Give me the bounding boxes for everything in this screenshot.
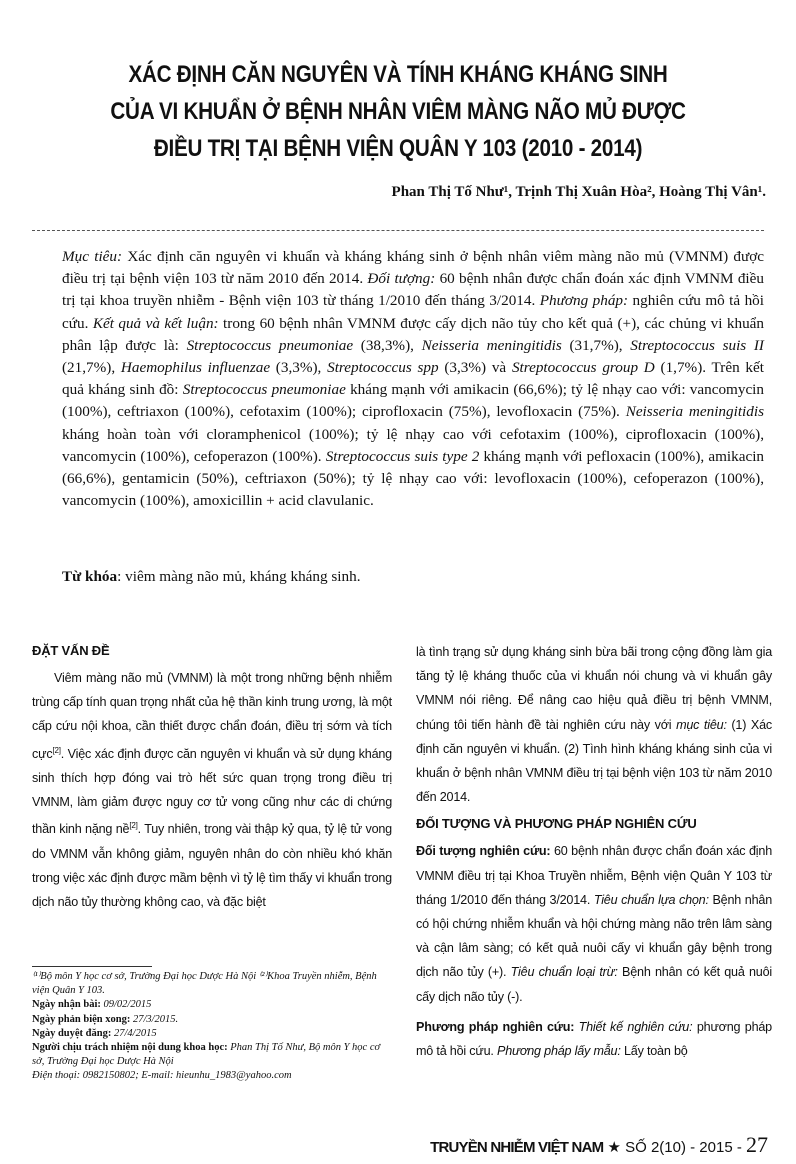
introduction-paragraph: [32, 666, 392, 914]
text-segment: 09/02/2015: [103, 999, 152, 1011]
section-heading-introduction: ĐẶT VẤN ĐỀ: [32, 643, 110, 658]
text-segment: Streptococcus pneumoniae: [182, 381, 346, 399]
text-segment: (38,3%),: [353, 336, 422, 354]
text-segment: Streptococcus suis II: [630, 336, 764, 354]
footnote: [32, 998, 392, 1012]
keywords-text: : viêm màng não mủ, kháng kháng sinh.: [117, 568, 361, 585]
divider: [32, 230, 764, 231]
star-icon: ★: [607, 1139, 621, 1156]
text-segment: Phương pháp nghiên cứu:: [416, 1019, 575, 1034]
text-segment: phương pháp mô tả hồi cứu.: [416, 1019, 772, 1059]
section-heading-methods: ĐỐI TƯỢNG VÀ PHƯƠNG PHÁP NGHIÊN CỨU: [416, 816, 697, 832]
text-segment: Neisseria meningitidis: [421, 336, 562, 354]
text-segment: trong 60 bệnh nhân VMNM được cấy dịch não tủy cho kết quả (+), các chủng vi khuẩn phân lập được là:: [62, 314, 765, 354]
text-segment: Streptococcus suis type 2: [325, 447, 480, 465]
text-segment: Neisseria meningitidis: [625, 403, 764, 421]
text-segment: Lấy toàn bộ: [620, 1044, 688, 1059]
text-segment: Streptococcus pneumoniae: [186, 336, 354, 354]
text-segment: Tiêu chuẩn lựa chọn:: [593, 892, 709, 907]
text-segment: Người chịu trách nhiệm nội dung khoa học:: [32, 1042, 231, 1054]
footnote: [32, 1027, 392, 1041]
footnote: [32, 1013, 392, 1027]
title-line: ĐIỀU TRỊ TẠI BỆNH VIỆN QUÂN Y 103 (2010 - 2014): [153, 135, 643, 162]
methods-paragraph: [416, 1015, 772, 1063]
text-segment: ⁽¹⁾Bộ môn Y học cơ sở, Trường Đại học Dược Hà Nội ⁽²⁾Khoa Truyền nhiễm, Bệnh viện Quân Y 103.: [32, 971, 377, 997]
text-segment: Thiết kế nghiên cứu:: [578, 1019, 693, 1034]
text-segment: (3,3%) và: [438, 359, 512, 377]
title-line: CỦA VI KHUẨN Ở BỆNH NHÂN VIÊM MÀNG NÃO MỦ ĐƯỢC: [110, 98, 686, 125]
text-segment: 60 bệnh nhân được chẩn đoán xác định VMNM điều trị tại Khoa Truyền nhiễm, Bệnh viện Quân Y 103 từ tháng 1/2010 đến tháng 3/2014.: [416, 844, 772, 907]
page-footer: [430, 1132, 768, 1158]
text-segment: (3,3%),: [270, 359, 328, 377]
text-segment: [2]: [52, 745, 61, 755]
text-segment: mục tiêu:: [676, 717, 727, 732]
text-segment: (1) Xác định căn nguyên vi khuẩn. (2) Tình hình kháng kháng sinh của vi khuẩn ở bệnh nhân VMNM điều trị tại bệnh viện 103 từ năm 2010 đến 2014.: [416, 717, 773, 805]
text-segment: Tiêu chuẩn loại trừ:: [510, 965, 618, 980]
article-title: [90, 56, 706, 167]
page-number: 27: [746, 1132, 768, 1157]
text-segment: . Tuy nhiên, trong vài thập kỷ qua, tỷ lệ tử vong do VMNM vẫn không giảm, nguyên nhân do còn nhiều khó khăn trong việc xác định được mầm bệnh vì tỷ lệ tìm thấy vi khuẩn trong dịch não tủy thường không cao, và đặc biệt: [32, 822, 392, 910]
text-segment: . Việc xác định được căn nguyên vi khuẩn và sử dụng kháng sinh thích hợp đóng vai trò hết sức quan trọng trong điều trị VMNM, làm giảm được nguy cơ tử vong cũng như các di chứng thần kinh nặng nề: [32, 746, 392, 837]
abstract: [62, 246, 764, 512]
text-segment: là tình trạng sử dụng kháng sinh bừa bãi trong cộng đồng làm gia tăng tỷ lệ kháng thuốc của vi khuẩn nói chung và vi khuẩn gây VMNM nói riêng. Để nâng cao hiệu quả điều trị bệnh VMNM, chúng tôi tiến hành đề tài nghiên cứu này với: [416, 645, 772, 732]
text-segment: Streptococcus group D: [511, 359, 655, 377]
footnote: [32, 970, 392, 998]
text-segment: kháng mạnh với amikacin (66,6%); tỷ lệ nhạy cao với: vancomycin (100%), ceftriaxon (100%), cefotaxim (100%); ciprofloxacin (75%), levofloxacin (75%).: [62, 381, 764, 421]
text-segment: kháng hoàn toàn với cloramphenicol (100%); tỷ lệ nhạy cao với cefotaxim (100%), ciprofloxacin (100%), vancomycin (100%), cefoperazon (100%).: [62, 425, 764, 465]
text-segment: Bệnh nhân có kết quả nuôi cấy dịch não tủy (-).: [416, 965, 772, 1004]
footnote-separator: [32, 966, 152, 967]
text-segment: (31,7%),: [561, 336, 631, 354]
text-segment: Viêm màng não mủ (VMNM) là một trong những bệnh nhiễm trùng cấp tính quan trọng nhất của hệ thần kinh trung ương, là một cấp cứu nội khoa, cần thiết được chẩn đoán, điều trị sớm và tích cực: [32, 671, 392, 761]
text-segment: (21,7%),: [62, 359, 121, 377]
text-segment: Mục tiêu:: [62, 248, 123, 265]
subjects-paragraph: [416, 839, 772, 1008]
text-segment: 27/3/2015.: [132, 1013, 179, 1025]
text-segment: kháng mạnh với pefloxacin (100%), amikacin (66,6%), gentamicin (50%), ceftriaxon (50%); tỷ lệ nhạy cao với: levofloxacin (100%), cefoperazon (100%), vancomycin (100%), amoxicillin + acid clavulanic.: [62, 447, 765, 510]
text-segment: Phương pháp lấy mẫu:: [497, 1044, 621, 1059]
text-segment: [2]: [129, 821, 138, 831]
text-segment: Kết quả và kết luận:: [92, 314, 219, 332]
keywords: [62, 568, 764, 586]
text-segment: Phan Thị Tố Như, Bộ môn Y học cơ sở, Trường Đại học Dược Hà Nội: [32, 1042, 381, 1068]
text-segment: Bệnh nhân có hội chứng nhiễm khuẩn và hội chứng màng não trên lâm sàng và cận lâm sàng; có kết quả nuôi cấy vi khuẩn gây bệnh trong dịch não tủy (+).: [416, 892, 773, 980]
footnotes: [32, 970, 392, 1084]
text-segment: Streptococcus spp: [327, 359, 439, 377]
text-segment: Ngày nhận bài:: [32, 999, 104, 1011]
left-column: [32, 640, 392, 914]
right-column: [416, 640, 772, 1063]
text-segment: (1,7%). Trên kết quả kháng sinh đồ:: [62, 359, 764, 399]
title-line: XÁC ĐỊNH CĂN NGUYÊN VÀ TÍNH KHÁNG KHÁNG SINH: [128, 61, 668, 88]
text-segment: Điện thoại: 0982150802; E-mail: hieunhu_1983@yahoo.com: [32, 1070, 292, 1082]
journal-name: TRUYỀN NHIỄM VIỆT NAM: [430, 1139, 604, 1156]
text-segment: Đối tượng:: [367, 270, 436, 288]
issue-info: SỐ 2(10) - 2015 -: [625, 1139, 746, 1156]
text-segment: nghiên cứu mô tả hồi cứu.: [62, 292, 764, 332]
text-segment: Đối tượng nghiên cứu:: [416, 844, 551, 859]
text-segment: Phương pháp:: [539, 292, 629, 310]
authors: Phan Thị Tố Như¹, Trịnh Thị Xuân Hòa², Hoàng Thị Vân¹.: [391, 184, 766, 200]
text-segment: Ngày duyệt đăng:: [32, 1027, 114, 1039]
footnote: [32, 1041, 392, 1069]
text-segment: Ngày phản biện xong:: [32, 1013, 133, 1025]
text-segment: Haemophilus influenzae: [120, 359, 271, 377]
text-segment: Xác định căn nguyên vi khuẩn và kháng kháng sinh ở bệnh nhân viêm màng não mủ (VMNM) được điều trị tại bệnh viện 103 từ năm 2010 đến 2014.: [62, 248, 764, 288]
text-segment: 60 bệnh nhân được chẩn đoán xác định VMNM điều trị tại khoa truyền nhiễm - Bệnh viện 103 từ tháng 1/2010 đến tháng 3/2014.: [62, 270, 764, 310]
keywords-label: Từ khóa: [62, 568, 118, 585]
footnote: [32, 1069, 392, 1083]
text-segment: 27/4/2015: [113, 1027, 157, 1039]
introduction-continued: [416, 640, 772, 809]
